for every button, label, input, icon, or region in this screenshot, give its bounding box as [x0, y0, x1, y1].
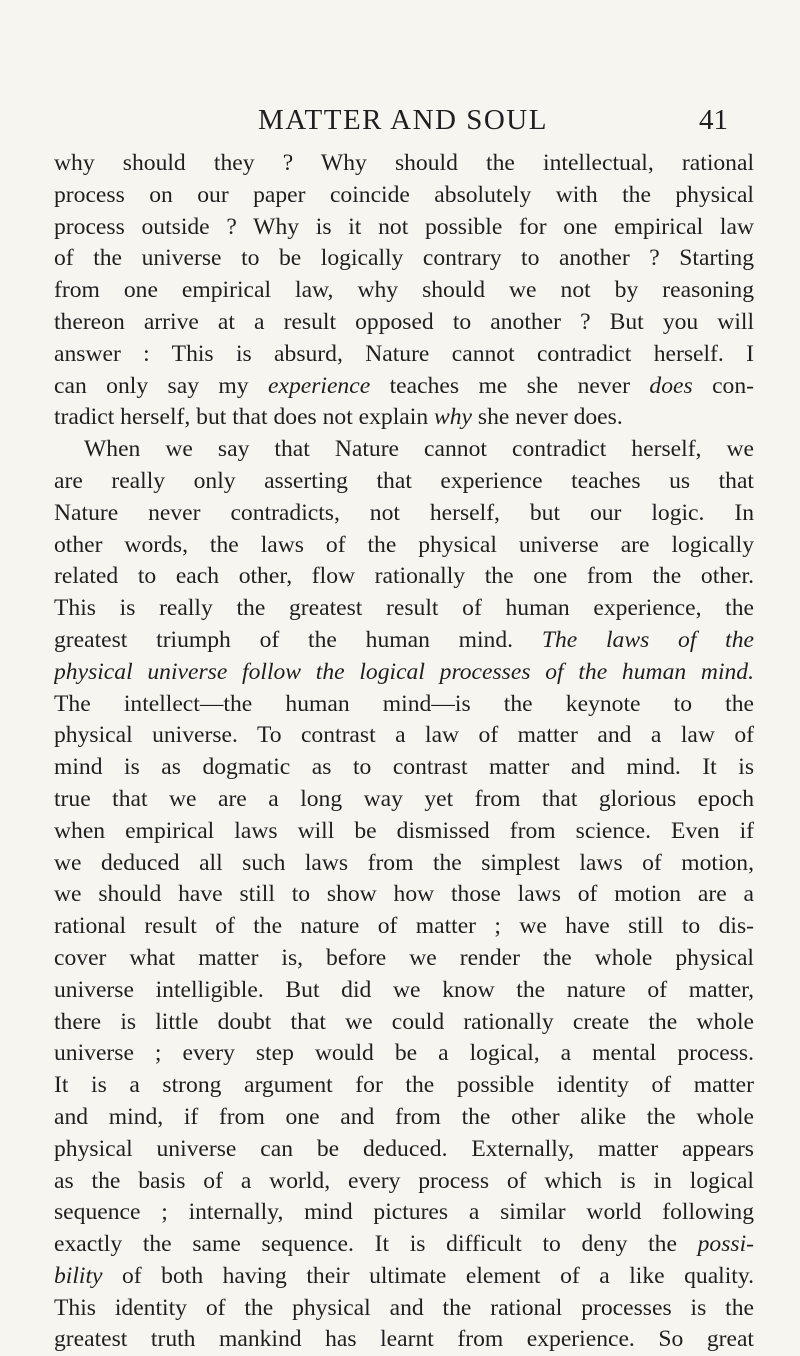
text-segment: It is a strong argument for the possible identity of matter: [54, 1072, 754, 1099]
text-line: [54, 434, 754, 466]
text-line: [54, 307, 754, 339]
text-segment: universe ; every step would be a logical, a mental process.: [54, 1040, 754, 1067]
text-segment: we deduced all such laws from the simplest laws of motion,: [54, 849, 754, 876]
text-segment: as the basis of a world, every process of which is in logical: [54, 1167, 754, 1194]
text-segment: why should they ? Why should the intellectual, rational: [54, 150, 754, 176]
text-line: [54, 752, 754, 784]
text-line: [54, 1197, 754, 1229]
text-line: [54, 1166, 754, 1198]
text-line: [54, 1324, 754, 1356]
text-segment: are really only asserting that experience teaches us that: [54, 467, 754, 494]
text-segment: and mind, if from one and from the other alike the whole: [54, 1103, 754, 1130]
text-segment: cover what matter is, before we render the whole physical: [54, 944, 754, 971]
text-line: [54, 657, 754, 689]
text-line: [54, 498, 754, 530]
text-segment: This is really the greatest result of human experience, the: [54, 595, 754, 622]
text-line: [54, 561, 754, 593]
text-line: [54, 689, 754, 721]
body-text: [54, 148, 754, 1356]
text-segment: When we say that Nature cannot contradict herself, we: [84, 436, 754, 463]
text-line: [54, 784, 754, 816]
text-line: [54, 911, 754, 943]
text-line: [54, 848, 754, 880]
text-line: [54, 212, 754, 244]
text-line: [54, 180, 754, 212]
text-line: [54, 243, 754, 275]
text-segment: physical universe. To contrast a law of matter and a law of: [54, 722, 754, 749]
text-line: [54, 1293, 754, 1325]
text-segment: can only say my: [54, 372, 268, 399]
text-segment: exactly the same sequence. It is difficult to deny the: [54, 1231, 698, 1258]
text-line: [54, 339, 754, 371]
running-title: MATTER AND SOUL: [258, 104, 548, 136]
text-segment: rational result of the nature of matter ; we have still to dis-: [54, 913, 754, 940]
text-segment: tradict herself, but that does not explain: [54, 404, 435, 431]
italic-text: why: [434, 404, 473, 431]
page-number: 41: [699, 104, 728, 136]
text-segment: physical universe can be deduced. Externally, matter appears: [54, 1135, 754, 1162]
text-line: [54, 1007, 754, 1039]
text-segment: there is little doubt that we could rationally create the whole: [54, 1008, 754, 1035]
text-line: [54, 879, 754, 911]
italic-text: possi-: [697, 1231, 754, 1258]
text-segment: other words, the laws of the physical universe are logically: [54, 531, 754, 558]
text-segment: process outside ? Why is it not possible for one empirical law: [54, 213, 754, 240]
text-line: [54, 1261, 754, 1293]
text-line: [54, 720, 754, 752]
text-line: [54, 466, 754, 498]
text-segment: of both having their ultimate element of a like quality.: [102, 1262, 754, 1289]
italic-text: physical universe follow the logical processes of the human mind.: [54, 658, 754, 685]
text-segment: universe intelligible. But did we know the nature of matter,: [54, 976, 754, 1003]
text-line: [54, 1229, 754, 1261]
text-segment: sequence ; internally, mind pictures a similar world following: [54, 1199, 754, 1226]
text-segment: related to each other, flow rationally the one from the other.: [54, 563, 754, 590]
text-segment: The intellect—the human mind—is the keynote to the: [54, 690, 754, 717]
text-line: [54, 625, 754, 657]
text-segment: when empirical laws will be dismissed from science. Even if: [54, 817, 754, 844]
text-segment: greatest truth mankind has learnt from experience. So great: [54, 1326, 754, 1353]
text-line: [54, 1102, 754, 1134]
text-segment: we should have still to show how those laws of motion are a: [54, 881, 754, 908]
text-line: [54, 1134, 754, 1166]
text-segment: process on our paper coincide absolutely with the physical: [54, 181, 754, 208]
text-segment: thereon arrive at a result opposed to another ? But you will: [54, 308, 754, 335]
text-line: [54, 816, 754, 848]
text-segment: true that we are a long way yet from that glorious epoch: [54, 785, 754, 812]
italic-text: does: [649, 372, 693, 399]
text-line: [54, 943, 754, 975]
text-line: [54, 402, 754, 434]
text-segment: con-: [692, 372, 754, 399]
text-segment: mind is as dogmatic as to contrast matter and mind. It is: [54, 754, 754, 781]
text-line: [54, 530, 754, 562]
text-line: [54, 593, 754, 625]
text-segment: answer : This is absurd, Nature cannot contradict herself. I: [54, 340, 754, 367]
italic-text: The laws of the: [541, 626, 754, 653]
text-line: [54, 1038, 754, 1070]
text-line: [54, 371, 754, 403]
text-segment: of the universe to be logically contrary to another ? Starting: [54, 245, 754, 272]
text-segment: Nature never contradicts, not herself, but our logic. In: [54, 499, 754, 526]
italic-text: bility: [54, 1262, 103, 1289]
italic-text: experience: [268, 372, 371, 399]
text-segment: teaches me she never: [370, 372, 650, 399]
page-header: [0, 98, 800, 142]
text-segment: This identity of the physical and the rational processes is the: [54, 1294, 754, 1321]
text-segment: greatest triumph of the human mind.: [54, 626, 542, 653]
text-line: [54, 1070, 754, 1102]
text-line: [54, 275, 754, 307]
text-segment: from one empirical law, why should we not by reasoning: [54, 277, 754, 304]
text-line: [54, 975, 754, 1007]
text-line: [54, 148, 754, 180]
text-segment: she never does.: [472, 404, 623, 431]
